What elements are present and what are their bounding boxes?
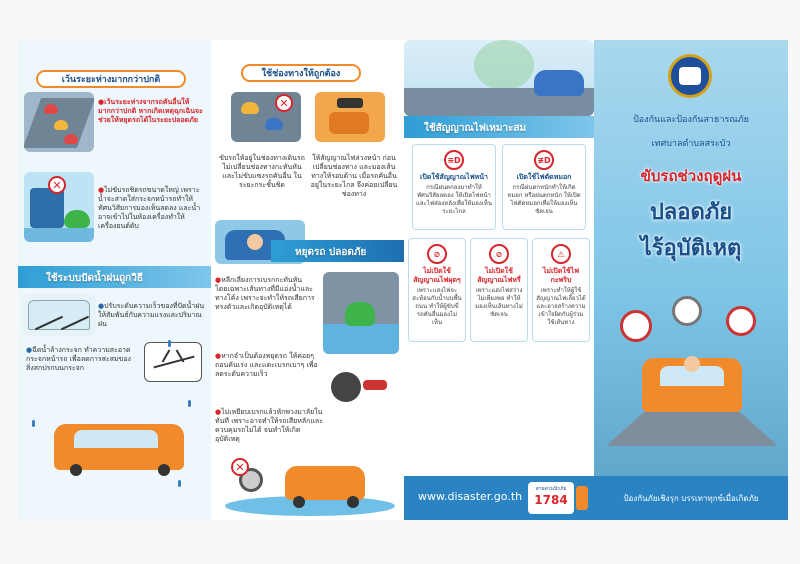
- no-hazard-icon: ⚠: [551, 244, 571, 264]
- card-no-parking-light-head: ไม่เปิดใช้สัญญาณไฟหรี่: [477, 267, 521, 284]
- wiper-illustration: [22, 294, 96, 336]
- card-foglights-head: เปิดใช้ไฟตัดหมอก: [516, 173, 572, 181]
- prohibited-icon: ✕: [275, 94, 293, 112]
- section-title-signals: ใช้สัญญาณไฟเหมาะสม: [424, 123, 527, 134]
- stopping-point-3: ไม่เหยียบเบรกแล้วหักพวงมาลัยในทันที เพราะอาจทำให้รถเสียหลักและควบคุมรถไม่ได้ จนทำให้เกิดอุบัติเหตุ: [215, 408, 323, 443]
- no-highbeam-icon: ⊘: [427, 244, 447, 264]
- spacing-point-2: ไม่ขับรถชิดรถขนาดใหญ่ เพราะน้ำจะสาดใส่กระจกหน้ารถทำให้ทัศนวิสัยการมองเห็นลดลง และน้ำอาจเข้าไปในห้องเครื่องทำให้เครื่องยนต์ดับ: [98, 186, 201, 230]
- cover-car-illustration: [606, 296, 778, 446]
- panel-lanes-stopping: [211, 40, 404, 520]
- card-headlights-head: เปิดใช้สัญญาณไฟหน้า: [420, 173, 488, 181]
- card-headlights: [412, 144, 496, 230]
- card-no-parking-light: [470, 238, 528, 342]
- rainy-road-illustration: [404, 40, 594, 116]
- card-no-highbeam-body: เพราะแสงไฟจะสะท้อนกับน้ำบนพื้นถนน ทำให้ผู้ขับขี่รถคันอื่นมองไม่เห็น: [412, 287, 462, 326]
- headlight-icon: ≡D: [444, 150, 464, 170]
- highway-traffic-illustration: [24, 92, 94, 152]
- wiper-point-1: ปรับระดับความเร็วของที่ปัดน้ำฝน ให้สัมพันธ์กับความแรงและปริมาณฝน: [98, 302, 205, 328]
- foglight-icon: ≢D: [534, 150, 554, 170]
- card-no-hazard-body: เพราะทำให้ผู้ใช้สัญญาณไฟเลี้ยวได้ และอาจสร้างความเข้าใจผิดกับผู้ร่วมใช้เส้นทาง: [536, 287, 586, 326]
- spacing-point-1: เว้นระยะห่างจากรถคันอื่นให้มากกว่าปกติ หากเกิดเหตุฉุกเฉินจะช่วยให้หยุดรถได้ในระยะปลอดภัย: [98, 98, 203, 124]
- car-puddle-illustration: [225, 458, 395, 516]
- stopping-point-1: หลีกเลี่ยงการเบรกกะทันหัน โดยเฉพาะเส้นทางที่มีแอ่งน้ำและทางโค้ง เพราะจะทำให้รถเสียการทรงตัวและเกิดอุบัติเหตุได้: [215, 276, 315, 311]
- card-foglights-body: กรณีฝนตกหนักทำให้เกิดหมอก หรือฝนตกหนัก ให้เปิดไฟตัดหมอกเพื่อให้มองเห็นชัดเจน: [507, 184, 581, 215]
- prohibited-icon: ✕: [48, 176, 66, 194]
- footer-contact: [404, 476, 594, 520]
- website-link[interactable]: www.disaster.go.th: [418, 490, 523, 503]
- card-no-highbeam-head: ไม่เปิดใช้สัญญาณไฟผุดๆ: [413, 267, 461, 284]
- stopping-point-2: หากจำเป็นต้องหยุดรถ ให้ค่อยๆ ถอนคันเร่ง และแตะเบรกเบาๆ เพื่อลดระดับความเร็ว: [215, 352, 318, 378]
- headline-1: ขับรถช่วงฤดูฝน: [640, 167, 742, 185]
- brake-disc-icon: [726, 306, 756, 336]
- card-no-parking-light-body: เพราะแสงไฟสว่างไม่เพียงพอ ทำให้มองเห็นเส้นทางไม่ชัดเจน: [475, 287, 523, 318]
- no-parking-light-icon: ⊘: [489, 244, 509, 264]
- panel-spacing-wipers: [18, 40, 211, 520]
- org-line-2: เทศบาลตำบลสระบัว: [651, 139, 731, 149]
- gauge-icon: [620, 310, 652, 342]
- hotline-label: สายด่วนนิรภัย: [535, 486, 567, 492]
- panel-cover: [594, 40, 788, 520]
- municipality-seal-logo: [668, 54, 712, 98]
- section-title-spacing: เว้นระยะห่างมากกว่าปกติ: [36, 70, 186, 88]
- wiper-point-2: ฉีดน้ำล้างกระจก ทำความสะอาดกระจกหน้ารถ เพื่อลดการสะสมของสิ่งสกปรกบนกระจก: [26, 346, 131, 372]
- lanes-text-2: ให้สัญญาณไฟล่วงหน้า ก่อนเปลี่ยนช่องทาง และมองเส้นทางให้รอบด้าน เมื่อรถคันอื่นอยู่ในระยะไกล จึงค่อยเปลี่ยนช่องทาง: [310, 154, 398, 198]
- org-line-1: ป้องกันและป้องกันสาธารณภัย: [633, 115, 749, 125]
- headline-2: ปลอดภัย: [649, 200, 733, 225]
- brake-pedal-illustration: [329, 366, 391, 406]
- orange-car-rain-illustration: [48, 408, 198, 484]
- washer-fluid-icon: [144, 342, 202, 382]
- speedometer-icon: [672, 296, 702, 326]
- card-no-highbeam: [408, 238, 466, 342]
- lanes-text-1: ขับรถให้อยู่ในช่องทางเดินรถ ไม่เปลี่ยนช่องทางกะทันหัน และไม่ขับแซงรถคันอื่น ในระยะกระชั้นชิด: [219, 154, 305, 189]
- cover-footer-slogan: ป้องกันภัยเชิงรุก บรรเทาทุกข์เมื่อเกิดภัย: [623, 494, 759, 503]
- hotline-box: [528, 482, 574, 514]
- phone-icon: [576, 486, 588, 510]
- section-title-lanes: ใช้ช่องทางให้ถูกต้อง: [241, 64, 361, 82]
- headline-3: ไร้อุบัติเหตุ: [640, 236, 742, 261]
- section-title-wipers: ใช้ระบบปัดน้ำฝนถูกวิธี: [46, 273, 143, 284]
- brochure-sheet: [18, 40, 788, 520]
- card-foglights: [502, 144, 586, 230]
- card-no-hazard: [532, 238, 590, 342]
- skidding-car-illustration: [323, 272, 399, 354]
- panel-signal-lights: [404, 40, 594, 520]
- hotline-number: 1784: [534, 493, 568, 507]
- signal-light-illustration: [315, 92, 385, 142]
- cover-footer: [594, 476, 788, 520]
- prohibited-icon: ✕: [231, 458, 249, 476]
- card-no-hazard-head: ไม่เปิดใช้ไฟกะพริบ: [542, 267, 580, 284]
- section-title-stopping: หยุดรถ ปลอดภัย: [295, 247, 367, 258]
- card-headlights-body: กรณีฝนตกลงมาทำให้ทัศนวิสัยลดลง ให้เปิดไฟหน้า และไฟส่องหลังเพื่อให้มองเห็นระยะไกล: [416, 184, 492, 215]
